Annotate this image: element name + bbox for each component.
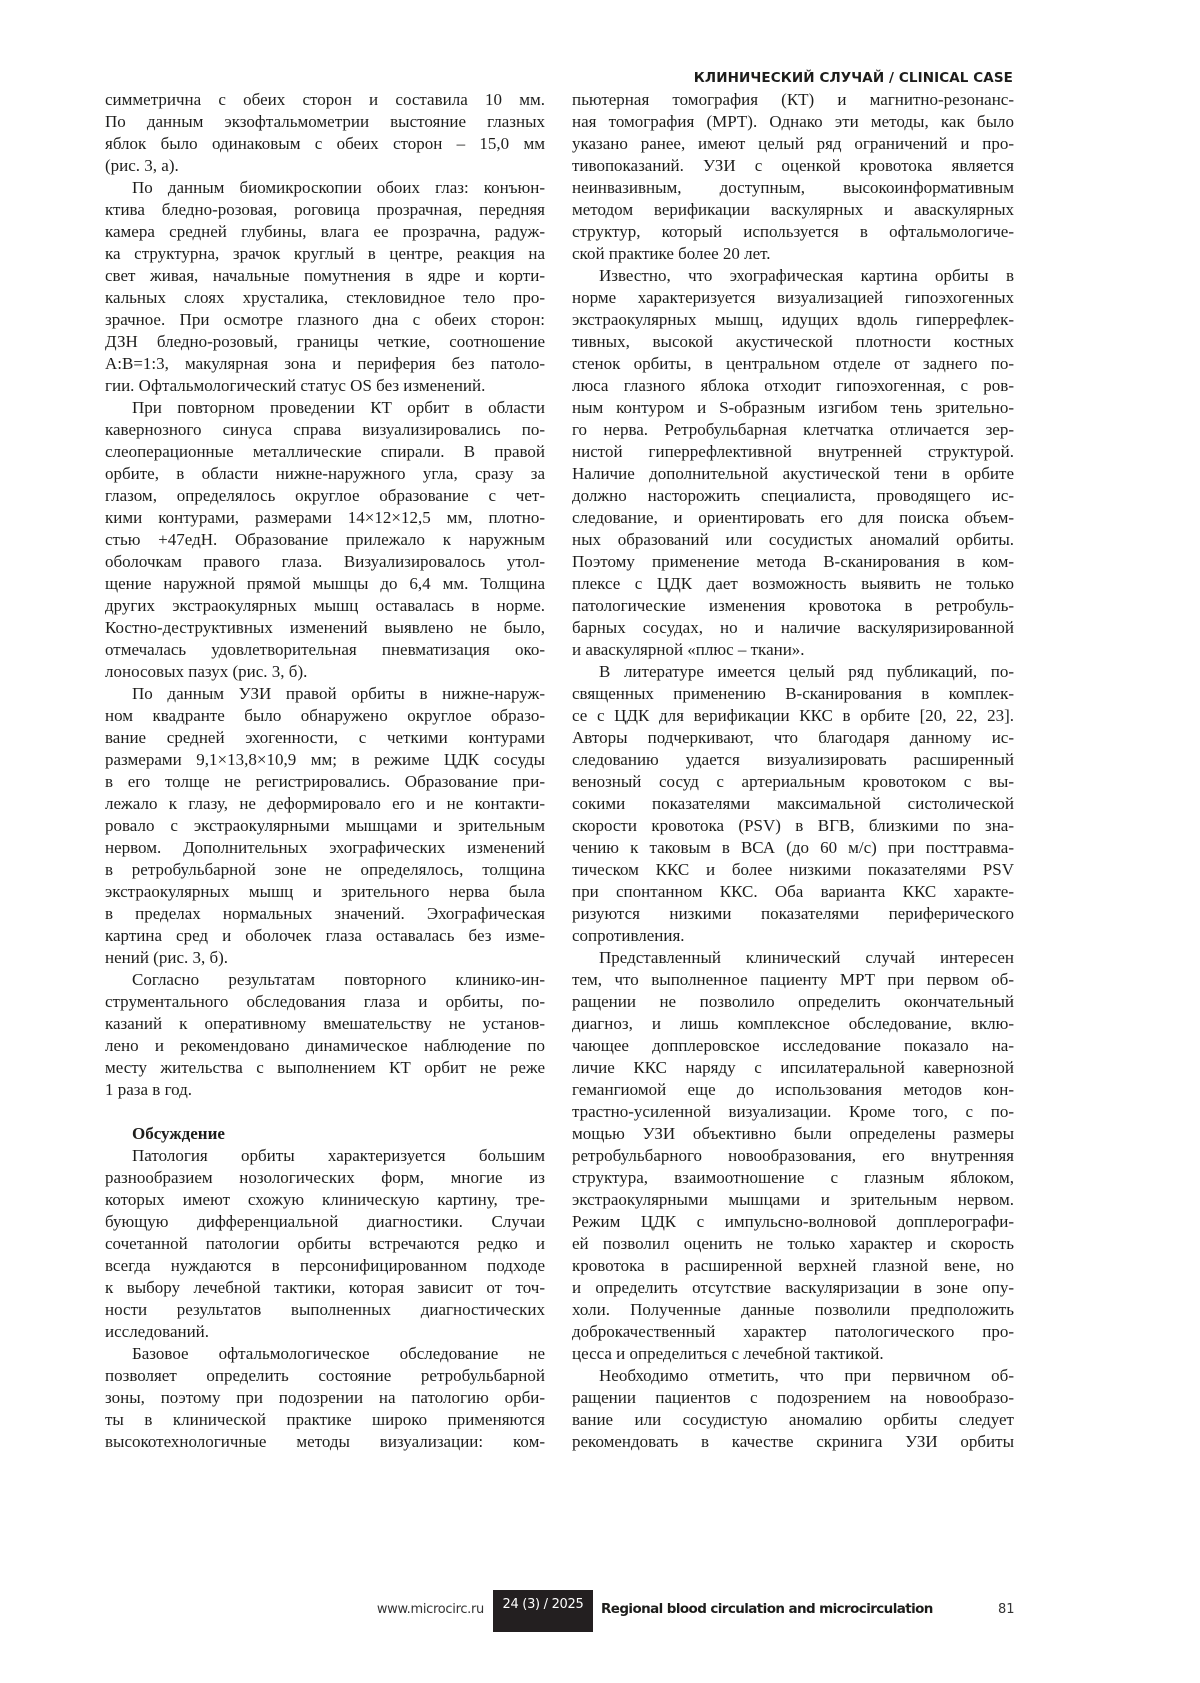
- text-line: оболочкам правого глаза. Визуализировалось утол-: [105, 551, 545, 573]
- text-line: структура, взаимоотношение с глазным яблоком,: [572, 1167, 1014, 1189]
- text-line: барных сосудах, но и наличие васкуляризированной: [572, 617, 1014, 639]
- text-line: ным контуром и S-образным изгибом тень зрительно-: [572, 397, 1014, 419]
- text-line: кими контурами, размерами 14×12×12,5 мм, плотно-: [105, 507, 545, 529]
- text-line: струментального обследования глаза и орбиты, по-: [105, 991, 545, 1013]
- text-line: зоны, поэтому при подозрении на патологию орби-: [105, 1387, 545, 1409]
- text-line: Авторы подчеркивают, что благодаря данному ис-: [572, 727, 1014, 749]
- text-line: ты в клинической практике широко применяются: [105, 1409, 545, 1431]
- text-line: указано ранее, имеют целый ряд ограничений и про-: [572, 133, 1014, 155]
- text-line: лежало к глазу, не деформировало его и не контакти-: [105, 793, 545, 815]
- text-line: ных образований или сосудистых аномалий орбиты.: [572, 529, 1014, 551]
- text-line: Патология орбиты характеризуется большим: [105, 1145, 545, 1167]
- journal-title: Regional blood circulation and microcirculation: [601, 1601, 933, 1617]
- paragraph: [572, 1365, 1014, 1453]
- text-line: Необходимо отметить, что при первичном об-: [572, 1365, 1014, 1387]
- text-line: кальных слоях хрусталика, стекловидное тело про-: [105, 287, 545, 309]
- text-line: мощью УЗИ объективно были определены размеры: [572, 1123, 1014, 1145]
- text-line: лоносовых пазух (рис. 3, б).: [105, 661, 545, 683]
- text-line: венозный сосуд с артериальным кровотоком с вы-: [572, 771, 1014, 793]
- text-line: чающее допплеровское исследование показало на-: [572, 1035, 1014, 1057]
- text-line: картина сред и оболочек глаза оставалась без изме-: [105, 925, 545, 947]
- text-line: По данным биомикроскопии обоих глаз: конъюн-: [105, 177, 545, 199]
- text-line: должно насторожить специалиста, проводящего ис-: [572, 485, 1014, 507]
- text-line: и аваскулярной «плюс – ткани».: [572, 639, 1014, 661]
- text-line: При повторном проведении КТ орбит в области: [105, 397, 545, 419]
- issue-badge: 24 (3) / 2025: [493, 1590, 593, 1632]
- paragraph: [105, 1145, 545, 1343]
- text-line: ризуются низкими показателями периферического: [572, 903, 1014, 925]
- text-line: к выбору лечебной тактики, которая зависит от точ-: [105, 1277, 545, 1299]
- text-line: ДЗН бледно-розовый, границы четкие, соотношение: [105, 331, 545, 353]
- text-line: Наличие дополнительной акустической тени в орбите: [572, 463, 1014, 485]
- text-line: высокотехнологичные методы визуализации: ком-: [105, 1431, 545, 1453]
- text-line: Поэтому применение метода В-сканирования в ком-: [572, 551, 1014, 573]
- paragraph: [572, 661, 1014, 947]
- text-line: 1 раза в год.: [105, 1079, 545, 1101]
- text-line: сопротивления.: [572, 925, 1014, 947]
- text-line: плексе с ЦДК дает возможность выявить не только: [572, 573, 1014, 595]
- text-line: тем, что выполненное пациенту МРТ при первом об-: [572, 969, 1014, 991]
- text-line: вание или сосудистую аномалию орбиты следует: [572, 1409, 1014, 1431]
- text-line: По данным экзофтальмометрии выстояние глазных: [105, 111, 545, 133]
- text-line: структур, который используется в офтальмологиче-: [572, 221, 1014, 243]
- text-line: неинвазивным, доступным, высокоинформативным: [572, 177, 1014, 199]
- text-line: симметрична с обеих сторон и составила 10 мм.: [105, 89, 545, 111]
- text-line: стью +47едН. Образование прилежало к наружным: [105, 529, 545, 551]
- text-line: чению к таковым в ВСА (до 60 м/с) при посттравма-: [572, 837, 1014, 859]
- text-line: (рис. 3, а).: [105, 155, 545, 177]
- text-line: се с ЦДК для верификации ККС в орбите [20, 22, 23].: [572, 705, 1014, 727]
- text-line: Представленный клинический случай интересен: [572, 947, 1014, 969]
- text-line: го нерва. Ретробульбарная клетчатка отличается зер-: [572, 419, 1014, 441]
- text-line: тивопоказаний. УЗИ с оценкой кровотока является: [572, 155, 1014, 177]
- text-line: ской практике более 20 лет.: [572, 243, 1014, 265]
- text-line: яблок было одинаковым с обеих сторон – 15,0 мм: [105, 133, 545, 155]
- text-line: ка структурна, зрачок круглый в центре, реакция на: [105, 243, 545, 265]
- text-line: лено и рекомендовано динамическое наблюдение по: [105, 1035, 545, 1057]
- text-line: диагноз, и лишь комплексное обследование, вклю-: [572, 1013, 1014, 1035]
- text-line: личие ККС наряду с ипсилатеральной кавернозной: [572, 1057, 1014, 1079]
- text-line: люса глазного яблока отходит гипоэхогенная, с ров-: [572, 375, 1014, 397]
- text-line: гии. Офтальмологический статус OS без изменений.: [105, 375, 545, 397]
- text-line: норме характеризуется визуализацией гипоэхогенных: [572, 287, 1014, 309]
- text-line: экстраокулярных мышц и зрительного нерва была: [105, 881, 545, 903]
- text-line: бующую дифференциальной диагностики. Случаи: [105, 1211, 545, 1233]
- text-line: размерами 9,1×13,8×10,9 мм; в режиме ЦДК сосуды: [105, 749, 545, 771]
- paragraph: [105, 969, 545, 1101]
- text-line: патологические изменения кровотока в ретробуль-: [572, 595, 1014, 617]
- text-line: ном квадранте было обнаружено округлое образо-: [105, 705, 545, 727]
- paragraph: [105, 683, 545, 969]
- text-line: при спонтанном ККС. Оба варианта ККС характе-: [572, 881, 1014, 903]
- text-line: и определить отсутствие васкуляризации в зоне опу-: [572, 1277, 1014, 1299]
- text-line: разнообразием нозологических форм, многие из: [105, 1167, 545, 1189]
- text-line: Режим ЦДК с импульсно-волновой допплерографи-: [572, 1211, 1014, 1233]
- running-head-section: КЛИНИЧЕСКИЙ СЛУЧАЙ / CLINICAL CASE: [694, 70, 1013, 86]
- paragraph: [572, 265, 1014, 661]
- text-line: в пределах нормальных значений. Эхографическая: [105, 903, 545, 925]
- text-line: священных применению В-сканирования в комплек-: [572, 683, 1014, 705]
- text-line: зрачное. При осмотре глазного дна с обеих сторон:: [105, 309, 545, 331]
- text-line: ращении не позволило определить окончательный: [572, 991, 1014, 1013]
- paragraph: [105, 1343, 545, 1453]
- page-number: 81: [998, 1602, 1015, 1617]
- text-line: в его толще не регистрировались. Образование при-: [105, 771, 545, 793]
- text-line: цесса и определиться с лечебной тактикой.: [572, 1343, 1014, 1365]
- paragraph: [572, 947, 1014, 1365]
- text-line: В литературе имеется целый ряд публикаций, по-: [572, 661, 1014, 683]
- text-line: По данным УЗИ правой орбиты в нижне-наруж-: [105, 683, 545, 705]
- text-line: нений (рис. 3, б).: [105, 947, 545, 969]
- text-line: месту жительства с выполнением КТ орбит не реже: [105, 1057, 545, 1079]
- text-line: экстраокулярными мышцами и зрительным нервом.: [572, 1189, 1014, 1211]
- text-line: ращении пациентов с подозрением на новообразо-: [572, 1387, 1014, 1409]
- text-line: ная томография (МРТ). Однако эти методы, как было: [572, 111, 1014, 133]
- text-line: доброкачественный характер патологического про-: [572, 1321, 1014, 1343]
- text-line: Известно, что эхографическая картина орбиты в: [572, 265, 1014, 287]
- text-line: нервом. Дополнительных эхографических изменений: [105, 837, 545, 859]
- text-line: Костно-деструктивных изменений выявлено не было,: [105, 617, 545, 639]
- text-line: всегда нуждаются в персонифицированном подходе: [105, 1255, 545, 1277]
- text-line: трастно-усиленной визуализации. Кроме того, с по-: [572, 1101, 1014, 1123]
- text-line: позволяет определить состояние ретробульбарной: [105, 1365, 545, 1387]
- text-line: в ретробульбарной зоне не определялось, толщина: [105, 859, 545, 881]
- text-line: нистой гиперрефлективной внутренней структурой.: [572, 441, 1014, 463]
- text-line: орбите, в области нижне-наружного угла, сразу за: [105, 463, 545, 485]
- section-heading: Обсуждение: [105, 1123, 545, 1145]
- text-line: исследований.: [105, 1321, 545, 1343]
- text-line: экстраокулярных мышц, идущих вдоль гиперрефлек-: [572, 309, 1014, 331]
- text-line: вание средней эхогенности, с четкими контурами: [105, 727, 545, 749]
- text-line: других экстраокулярных мышц оставалась в норме.: [105, 595, 545, 617]
- text-line: сокими показателями максимальной систолической: [572, 793, 1014, 815]
- journal-website-link[interactable]: www.microcirc.ru: [377, 1602, 484, 1617]
- text-line: ности результатов выполненных диагностических: [105, 1299, 545, 1321]
- text-line: следованию удается визуализировать расширенный: [572, 749, 1014, 771]
- text-line: Базовое офтальмологическое обследование не: [105, 1343, 545, 1365]
- text-line: стенок орбиты, в центральном отделе от заднего по-: [572, 353, 1014, 375]
- text-line: гемангиомой еще до использования методов кон-: [572, 1079, 1014, 1101]
- text-line: методом верификации васкулярных и аваскулярных: [572, 199, 1014, 221]
- text-line: которых имеют схожую клиническую картину, тре-: [105, 1189, 545, 1211]
- text-line: тическом ККС и более низкими показателями PSV: [572, 859, 1014, 881]
- text-line: слеоперационные металлические спирали. В правой: [105, 441, 545, 463]
- text-line: сочетанной патологии орбиты встречаются редко и: [105, 1233, 545, 1255]
- text-line: казаний к оперативному вмешательству не установ-: [105, 1013, 545, 1035]
- page-footer: [0, 1590, 1200, 1632]
- text-line: кавернозного синуса справа визуализировались по-: [105, 419, 545, 441]
- paragraph: [105, 397, 545, 683]
- text-line: А:В=1:3, макулярная зона и периферия без патоло-: [105, 353, 545, 375]
- text-line: следование, и ориентировать его для поиска объем-: [572, 507, 1014, 529]
- text-line: Согласно результатам повторного клинико-ин-: [105, 969, 545, 991]
- text-line: ретробульбарного новообразования, его внутренняя: [572, 1145, 1014, 1167]
- text-line: свет живая, начальные помутнения в ядре и корти-: [105, 265, 545, 287]
- text-line: ровало с экстраокулярными мышцами и зрительным: [105, 815, 545, 837]
- text-line: отмечалась удовлетворительная пневматизация око-: [105, 639, 545, 661]
- text-line: скорости кровотока (PSV) в ВГВ, близкими по зна-: [572, 815, 1014, 837]
- text-line: камера средней глубины, влага ее прозрачна, радуж-: [105, 221, 545, 243]
- text-line: кровотока в расширенной верхней глазной вене, но: [572, 1255, 1014, 1277]
- text-line: тивных, высокой акустической плотности костных: [572, 331, 1014, 353]
- text-line: глазом, определялось округлое образование с чет-: [105, 485, 545, 507]
- text-line: ей позволил оценить не только характер и скорость: [572, 1233, 1014, 1255]
- text-line: пьютерная томография (КТ) и магнитно-резонанс-: [572, 89, 1014, 111]
- text-line: щение наружной прямой мышцы до 6,4 мм. Толщина: [105, 573, 545, 595]
- text-column-left: [105, 89, 545, 1453]
- text-column-right: [572, 89, 1014, 1453]
- text-line: ктива бледно-розовая, роговица прозрачная, передняя: [105, 199, 545, 221]
- text-line: рекомендовать в качестве скринига УЗИ орбиты: [572, 1431, 1014, 1453]
- text-line: холи. Полученные данные позволили предположить: [572, 1299, 1014, 1321]
- paragraph: [105, 177, 545, 397]
- paragraph: [105, 89, 545, 177]
- paragraph: [572, 89, 1014, 265]
